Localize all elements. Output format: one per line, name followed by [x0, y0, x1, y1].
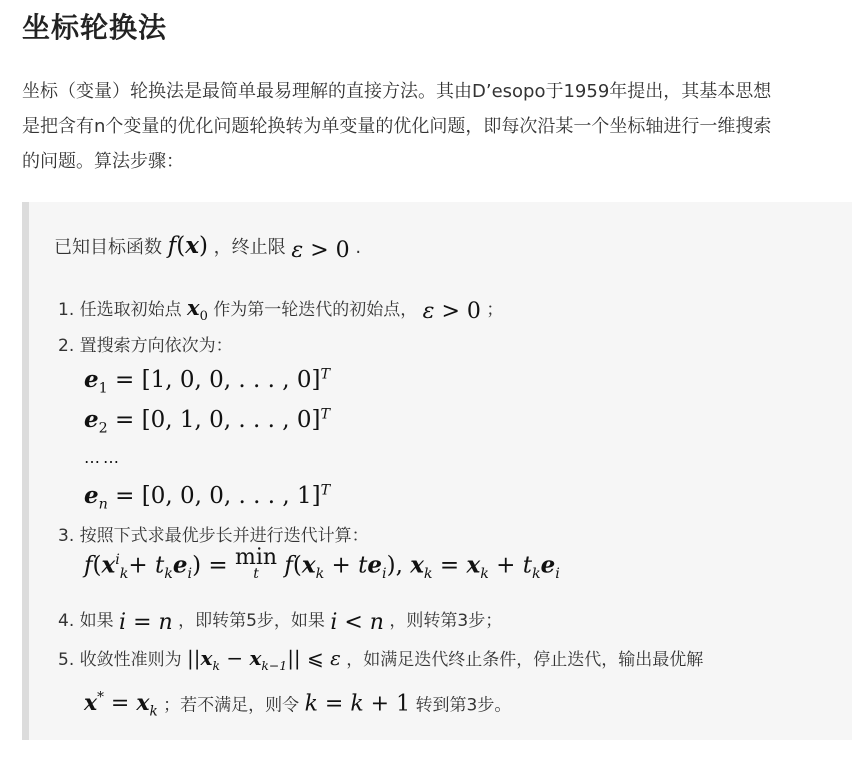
- step-5-continued: [84, 684, 511, 726]
- step-text: 任选取初始点: [79, 300, 182, 320]
- formula-iteration: $f(x^i_k+ t_ke_i)$ = min t $f(x_k + te_i)$, $x_k = x_k + t_ke_i$: [84, 545, 560, 583]
- formula-e1: $e_1 = [1$, 0, 0, . . . , 0]$^T$: [84, 366, 330, 397]
- step-text: 如果: [79, 611, 114, 631]
- intro-line: 是把含有n个变量的优化问题轮换转为单变量的优化问题，即每次沿某一个坐标轴进行一维搜索: [22, 116, 772, 137]
- intro-line: 的问题。算法步骤：: [22, 151, 184, 172]
- step-number: 2.: [58, 336, 75, 356]
- step-text: ，则转第3步；: [389, 611, 503, 631]
- page-title: 坐标轮换法: [22, 11, 168, 44]
- step-text: ，如满足迭代终止条件，停止迭代，输出最优解: [346, 650, 704, 670]
- step-number: 4.: [58, 611, 75, 631]
- ellipsis: ……: [84, 448, 122, 467]
- step-text: 收敛性准则为: [79, 650, 182, 670]
- formula-x0: $x_0$: [187, 295, 208, 325]
- step-text: 按照下式求最优步长并进行迭代计算：: [79, 526, 369, 546]
- step-text: ；: [486, 300, 504, 320]
- step-5: [58, 644, 703, 680]
- min-operator: min t: [234, 545, 278, 582]
- step-3: [58, 522, 369, 550]
- step-1: [58, 294, 503, 331]
- formula-epsilon: ε > 0: [291, 238, 350, 263]
- formula-convergence: $||x_k - x_{k-1}||$ ⩽ ε: [187, 646, 341, 673]
- given-mid: ，终止限: [213, 237, 286, 258]
- formula-optimum: $x^* = x_k$: [84, 690, 158, 720]
- step-text: 转到第3步。: [415, 695, 512, 716]
- step-4: [58, 606, 502, 635]
- intro-paragraph: [22, 74, 852, 179]
- step-2: [58, 332, 233, 360]
- given-prefix: 已知目标函数: [54, 237, 162, 258]
- blockquote-bar: [22, 202, 29, 740]
- formula-k-update: k = k + 1: [304, 691, 411, 717]
- step-text: 置搜索方向依次为：: [79, 336, 233, 356]
- step-number: 3.: [58, 526, 75, 546]
- formula-objective: f(x): [167, 232, 208, 259]
- formula-i-eq-n: i = n: [119, 610, 173, 635]
- step-number: 5.: [58, 650, 75, 670]
- intro-line: 坐标（变量）轮换法是最简单最易理解的直接方法。其由D’esopo于1959年提出，其基本思想: [22, 81, 772, 102]
- formula-e2: $e_2 = [0$, 1, 0, . . . , 0]$^T$: [84, 406, 330, 437]
- formula-epsilon: ε > 0: [422, 299, 481, 324]
- given-suffix: .: [355, 237, 362, 258]
- step-text: ，即转第5步，如果: [178, 611, 325, 631]
- formula-en: $e_n = [0$, 0, 0, . . . , 1]$^T$: [84, 482, 331, 513]
- formula-i-lt-n: i < n: [330, 610, 384, 635]
- given-statement: [54, 230, 361, 264]
- step-number: 1.: [58, 300, 75, 320]
- step-text: ；若不满足，则令: [163, 695, 300, 716]
- step-text: 作为第一轮迭代的初始点，: [213, 300, 418, 320]
